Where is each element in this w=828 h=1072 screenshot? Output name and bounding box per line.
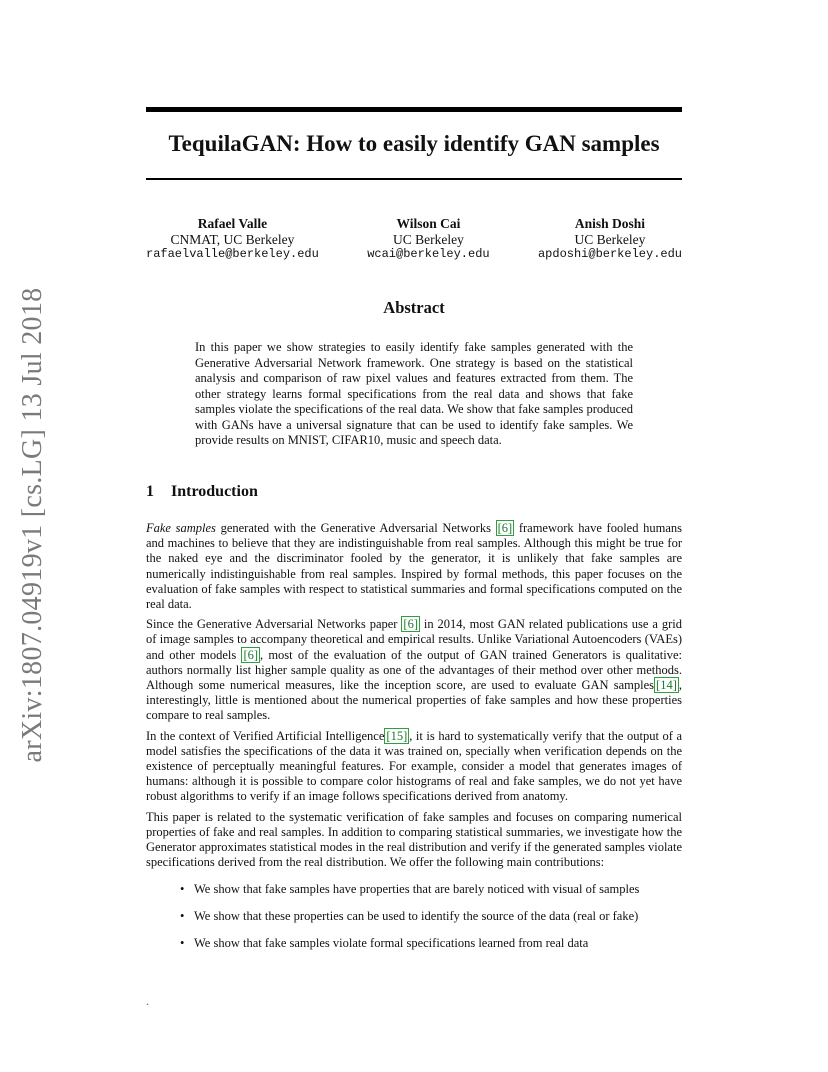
- section-title: Introduction: [171, 483, 258, 500]
- author-2: [367, 216, 489, 263]
- paragraph-text: Since the Generative Adversarial Networks paper: [146, 617, 402, 632]
- author-email: rafaelvalle@berkeley.edu: [146, 247, 319, 261]
- author-email: apdoshi@berkeley.edu: [537, 247, 682, 261]
- list-item: [180, 909, 682, 924]
- list-item-text: We show that fake samples violate formal specifications learned from real data: [194, 936, 589, 951]
- author-name: Rafael Valle: [197, 216, 268, 231]
- paragraph-text: generated with the Generative Adversarial Networks: [215, 521, 496, 535]
- abstract-heading: Abstract: [383, 298, 445, 317]
- citation-link[interactable]: [14]: [656, 678, 677, 693]
- paragraph-text: framework have fooled humans and machines to believe that they are indistinguishable from real samples. Although this might be true for the naked eye and the discriminator fooled by the generator, it is unlikely that fake samples are numerically indistinguishable from real samples. Inspired by formal methods, this paper focuses on the evaluation of fake samples with respect to statistical summaries and formal specifications computed on the real data.: [146, 521, 683, 612]
- intro-paragraph-1: [146, 521, 682, 612]
- paragraph-text: , most of the evaluation of the output of GAN trained Generators is qualitative: authors normally list higher sample quality as one of the advantages of their method over other methods. Although some numerical measures, like the inception score, are used to evaluate GAN samples: [146, 647, 682, 693]
- stray-mark: .: [146, 994, 149, 1008]
- citation-link[interactable]: [15]: [386, 728, 408, 743]
- paragraph-text: in 2014, most GAN related publications use a grid of image samples to accompany theoretical and empirical results. Unlike Variational Autoencoders (VAEs) and other models: [146, 617, 682, 662]
- intro-paragraph-2: [146, 617, 682, 723]
- list-item-text: We show that fake samples have properties that are barely noticed with visual of samples: [194, 882, 640, 897]
- paragraph-text: In the context of Verified Artificial Intelligence: [146, 728, 385, 743]
- list-item: [180, 936, 682, 951]
- contributions-list: [146, 882, 682, 951]
- author-block: [146, 216, 682, 263]
- author-affiliation: UC Berkeley: [574, 231, 646, 247]
- author-affiliation: UC Berkeley: [392, 231, 464, 247]
- list-item-text: We show that these properties can be used to identify the source of the data (real or fake): [194, 909, 639, 924]
- paper-title: TequilaGAN: How to easily identify GAN samples: [168, 131, 660, 156]
- author-name: Wilson Cai: [396, 216, 461, 231]
- bullet-icon: •: [180, 882, 185, 897]
- title-top-rule: [146, 107, 682, 112]
- emphasis-term: Fake samples: [146, 521, 216, 535]
- author-3: [538, 216, 682, 263]
- author-name: Anish Doshi: [574, 216, 646, 231]
- citation-link[interactable]: [6]: [403, 617, 418, 632]
- author-1: [146, 216, 319, 263]
- bullet-icon: •: [180, 909, 185, 924]
- paragraph-text: , interestingly, little is mentioned about the numerical properties of fake samples and how these properties compare to real samples.: [146, 678, 682, 723]
- citation-link[interactable]: [6]: [243, 647, 259, 662]
- citation-link[interactable]: [6]: [497, 521, 513, 535]
- intro-paragraph-3: [146, 729, 682, 805]
- section-number: 1: [146, 483, 154, 500]
- bullet-icon: •: [180, 936, 185, 951]
- author-email: wcai@berkeley.edu: [367, 247, 490, 261]
- list-item: [180, 882, 682, 897]
- paragraph-text: , it is hard to systematically verify that the output of a model satisfies the specifications of the data it was trained on, specially when verification depends on the existence of perceptually meaningful features. For example, consider a model that generates images of humans: although it is possible to compare color histograms of real and fake samples, we do not yet have robust algorithms to verify if an image follows specifications derived from anatomy.: [146, 728, 682, 804]
- abstract-text: In this paper we show strategies to easily identify fake samples generated with the Generative Adversarial Network framework. One strategy is based on the statistical analysis and comparison of raw pixel values and features extracted from them. The other strategy learns formal specifications from the real data and shows that fake samples violate the specifications of the real data. We show that fake samples produced with GANs have a universal signature that can be used to identify fake samples. We provide results on MNIST, CIFAR10, music and speech data.: [195, 340, 633, 447]
- intro-paragraph-4: This paper is related to the systematic verification of fake samples and focuses on comparing numerical properties of fake and real samples. In addition to comparing statistical summaries, we investigate how the Generator approximates statistical modes in the real distribution and verify if the generated samples violate specifications derived from the real distribution. We offer the following main contributions:: [146, 809, 682, 870]
- arxiv-identifier-stamp: arXiv:1807.04919v1 [cs.LG] 13 Jul 2018: [17, 287, 48, 763]
- section-heading: [146, 483, 258, 501]
- author-affiliation: CNMAT, UC Berkeley: [170, 231, 295, 247]
- introduction-body: [146, 521, 682, 963]
- title-bottom-rule: [146, 178, 682, 180]
